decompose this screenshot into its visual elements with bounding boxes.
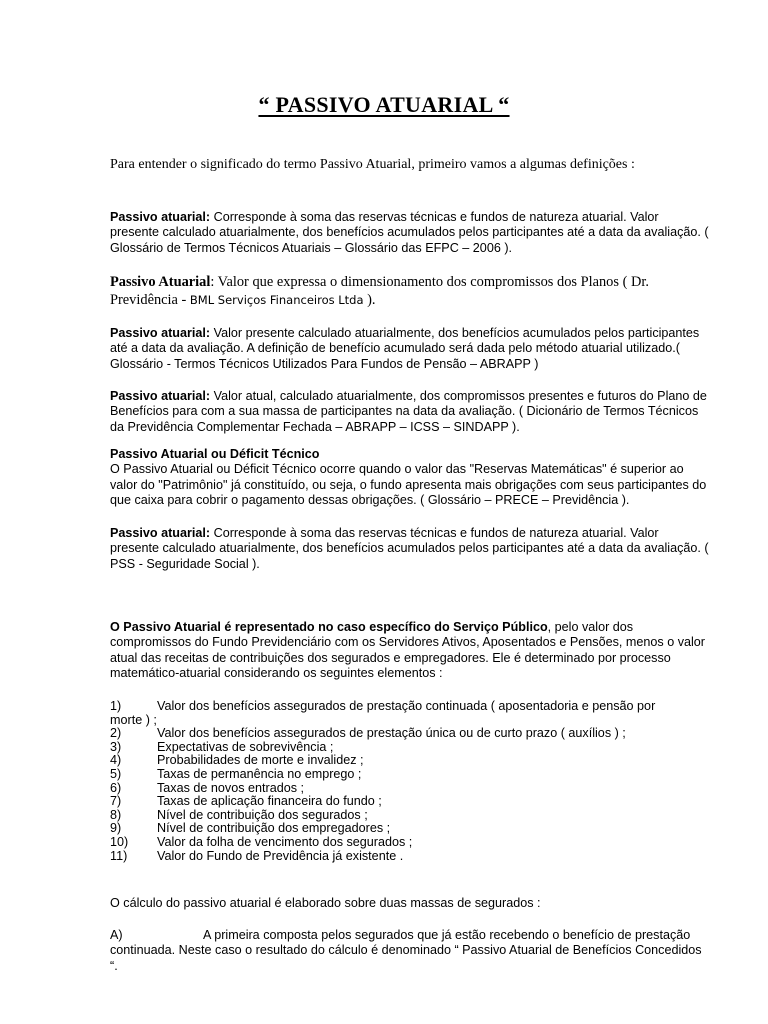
public-service-lead: O Passivo Atuarial é representado no caso específico do Serviço Público xyxy=(110,620,548,634)
definition-1-label: Passivo atuarial: xyxy=(110,210,211,224)
definition-1 xyxy=(110,210,710,256)
definition-2 xyxy=(110,273,710,309)
list-item: 1) Valor dos benefícios assegurados de prestação continuada ( aposentadoria e pensão por morte ) ; xyxy=(110,699,656,727)
list-item: 6) Taxas de novos entrados ; xyxy=(110,780,305,795)
list-item: 11) Valor do Fundo de Previdência já existente . xyxy=(110,848,404,863)
page-title: “ PASSIVO ATUARIAL “ xyxy=(258,92,510,117)
definition-2-company: BML Serviços Financeiros Ltda xyxy=(189,293,364,307)
definition-6-label: Passivo atuarial: xyxy=(110,526,211,540)
list-item: 4) Probabilidades de morte e invalidez ; xyxy=(110,753,364,768)
definition-4 xyxy=(110,389,710,435)
list-item: 3) Expectativas de sobrevivência ; xyxy=(110,739,334,754)
list-item: 10) Valor da folha de vencimento dos segurados ; xyxy=(110,834,413,849)
public-service-text: , pelo valor dos compromissos do Fundo Previdenciário com os Servidores Ativos, Aposentados e Pensões, menos o valor atual das receitas de contribuições dos segurados e empregadores. Ele é determinado por processo matemático-atuarial considerando os seguintes elementos : xyxy=(110,620,706,681)
elements-list xyxy=(110,700,710,863)
definition-5 xyxy=(110,447,710,509)
list-item: 2) Valor dos benefícios assegurados de prestação única ou de curto prazo ( auxílios ) ; xyxy=(110,726,626,741)
definition-6 xyxy=(110,526,710,572)
definition-5-heading: Passivo Atuarial ou Déficit Técnico xyxy=(110,447,320,461)
definition-2-label: Passivo Atuarial xyxy=(110,274,211,290)
definition-1-text: Corresponde à soma das reservas técnicas e fundos de natureza atuarial. Valor presente calculado atuarialmente, dos benefícios acumulados pelos participantes até a data da avaliação. ( Glossário de Termos Técnicos Atuariais – Glossário das EFPC – 2006 ). xyxy=(110,210,709,255)
definition-4-label: Passivo atuarial: xyxy=(110,389,211,403)
definition-3 xyxy=(110,326,710,372)
public-service-paragraph xyxy=(110,620,710,682)
calc-intro: O cálculo do passivo atuarial é elaborado sobre duas massas de segurados : xyxy=(110,896,541,910)
list-item: 7) Taxas de aplicação financeira do fundo ; xyxy=(110,794,382,809)
item-a-label: A) xyxy=(110,928,123,942)
list-item: 9) Nível de contribuição dos empregadores ; xyxy=(110,821,391,836)
definition-4-text: Valor atual, calculado atuarialmente, dos compromissos presentes e futuros do Plano de Benefícios para com a sua massa de participantes na data da avaliação. ( Dicionário de Termos Técnicos da Previdência Complementar Fechada – ABRAPP – ICSS – SINDAPP ). xyxy=(110,389,707,434)
item-a-text: A primeira composta pelos segurados que já estão recebendo o benefício de prestação continuada. Neste caso o resultado do cálculo é denominado “ Passivo Atuarial de Benefícios Concedidos “. xyxy=(110,928,702,973)
definition-3-label: Passivo atuarial: xyxy=(110,326,211,340)
intro-paragraph: Para entender o significado do termo Passivo Atuarial, primeiro vamos a algumas definições : xyxy=(110,157,635,172)
definition-2-text: : Valor que expressa o dimensionamento dos compromissos dos Planos ( Dr. Previdência - xyxy=(110,274,649,308)
definition-5-text: O Passivo Atuarial ou Déficit Técnico ocorre quando o valor das "Reservas Matemáticas" é superior ao valor do "Patrimônio" já constituído, ou seja, o fundo apresenta mais obrigações com seus participantes do que caixa para cobrir o pagamento dessas obrigações. ( Glossário – PRECE – Previdência ). xyxy=(110,462,707,508)
definition-6-text: Corresponde à soma das reservas técnicas e fundos de natureza atuarial. Valor presente calculado atuarialmente, dos benefícios acumulados pelos participantes até a data da avaliação. ( PSS - Seguridade Social ). xyxy=(110,526,709,571)
definition-3-text: Valor presente calculado atuarialmente, dos benefícios acumulados pelos participantes até a data da avaliação. A definição de benefício acumulado será dada pelo método atuarial utilizado.( Glossário - Termos Técnicos Utilizados Para Fundos de Pensão – ABRAPP ) xyxy=(110,326,700,371)
definition-2-text-end: ). xyxy=(363,292,376,308)
item-a xyxy=(110,928,710,974)
list-item: 5) Taxas de permanência no emprego ; xyxy=(110,766,362,781)
list-item: 8) Nível de contribuição dos segurados ; xyxy=(110,807,368,822)
